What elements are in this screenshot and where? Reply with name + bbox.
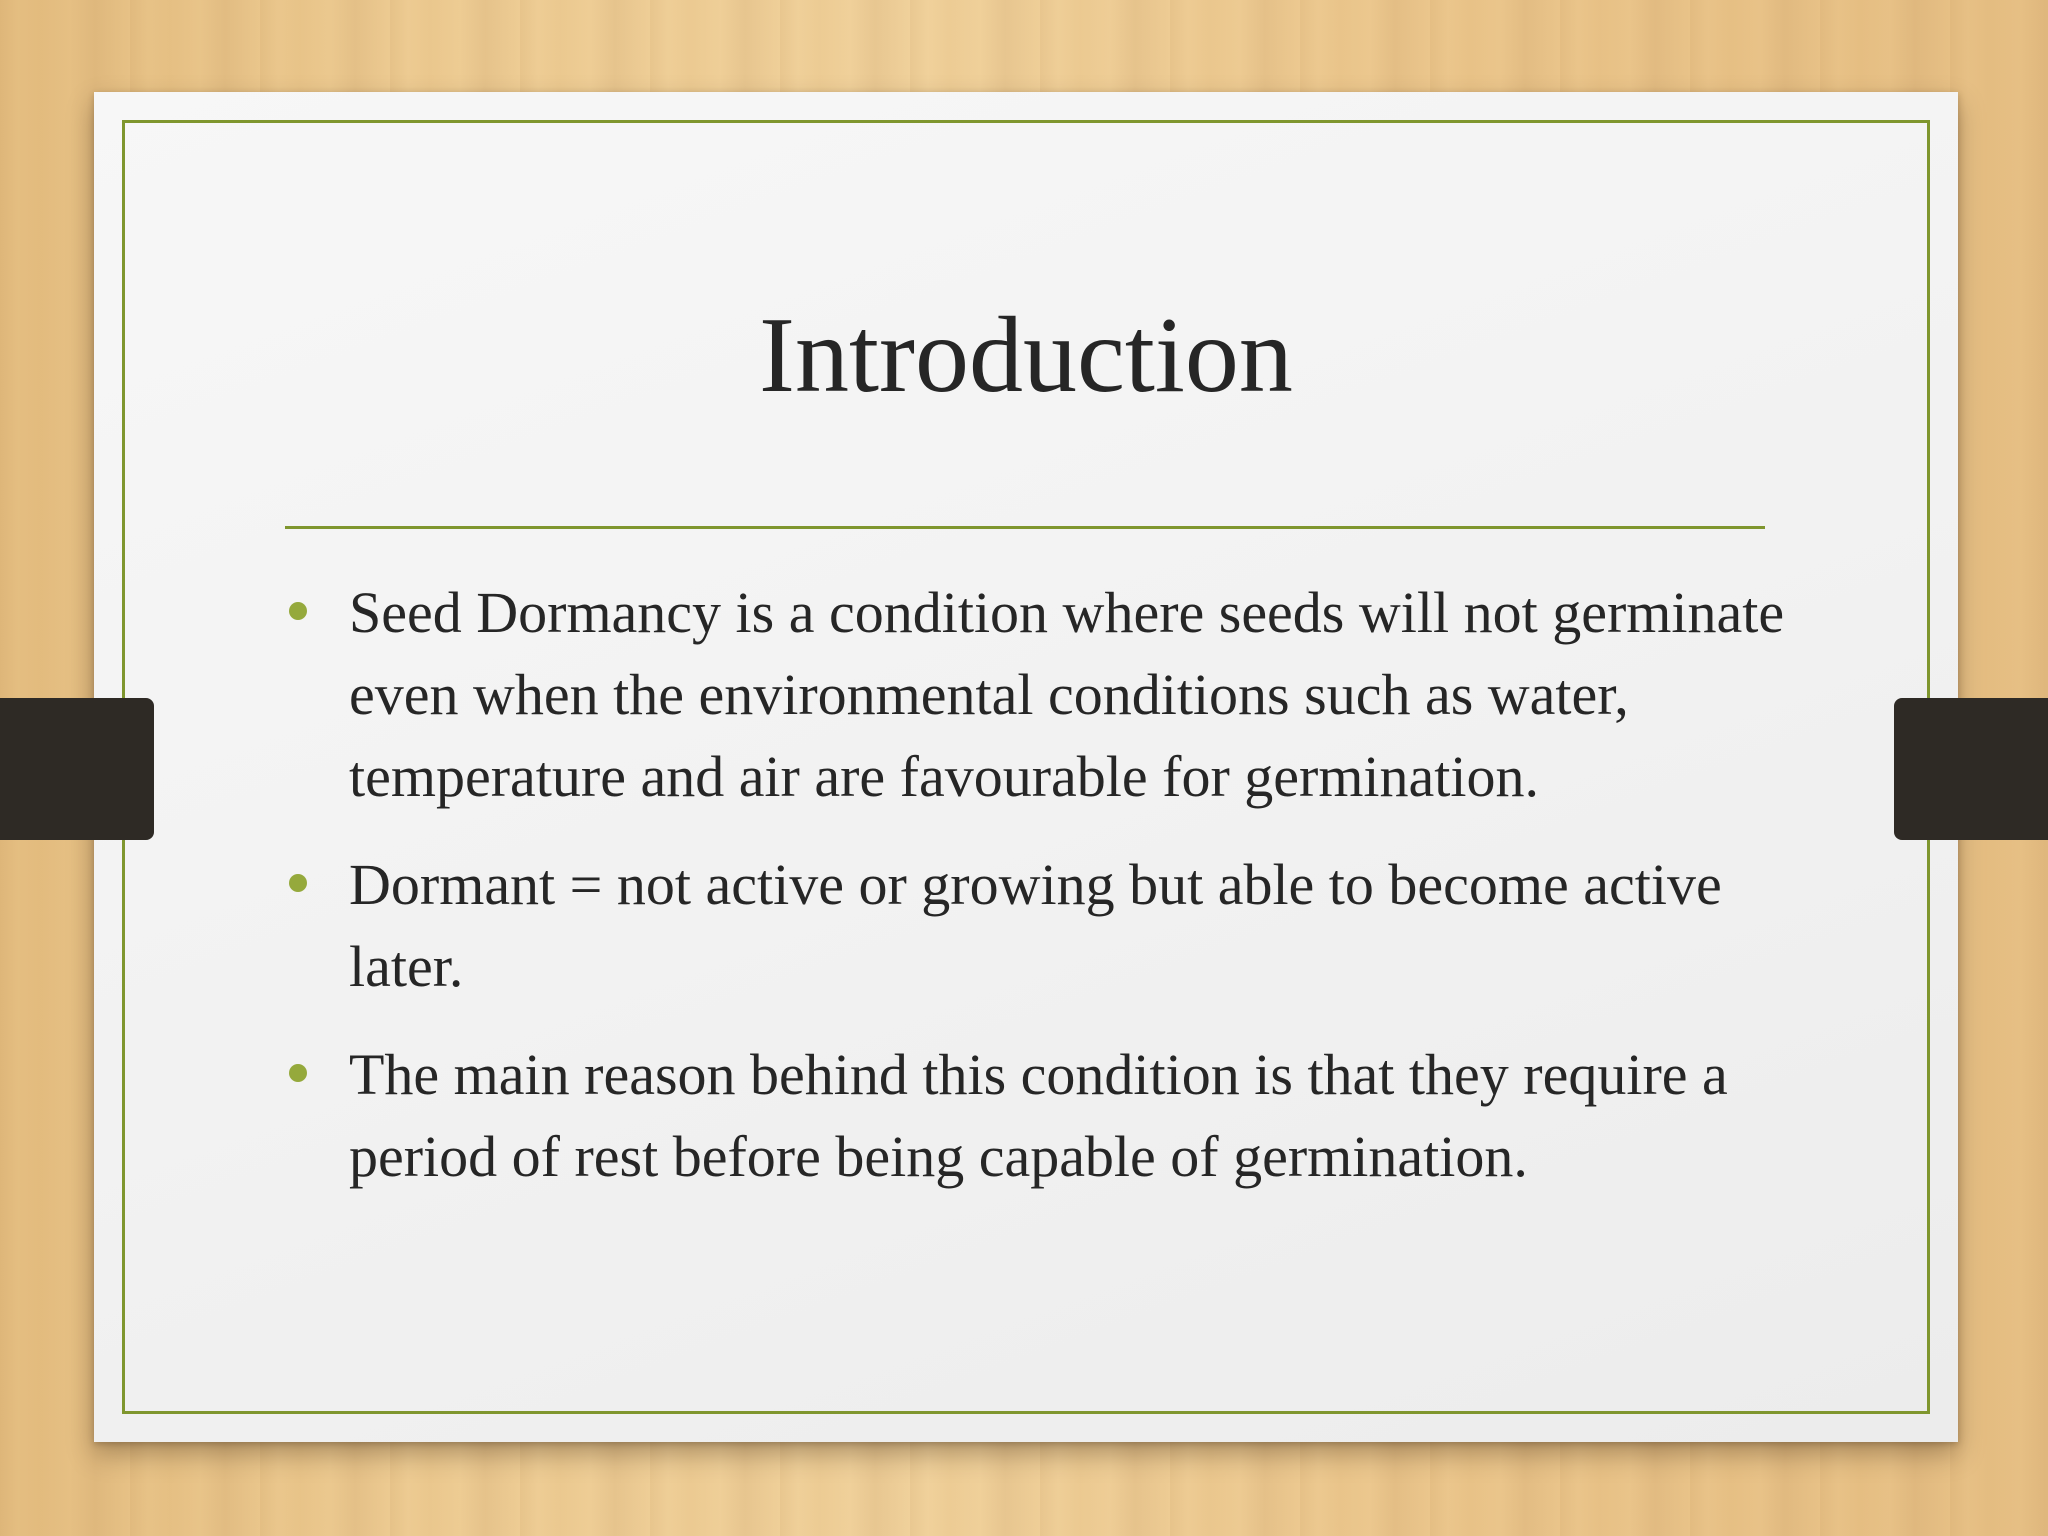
bullet-dot-icon (289, 1064, 307, 1082)
bullet-dot-icon (289, 602, 307, 620)
bullet-item-3 (285, 1034, 1805, 1198)
slide-card (94, 92, 1958, 1442)
bullet-text-2: Dormant = not active or growing but able to become active later. (349, 852, 1722, 999)
right-binder-clip (1894, 698, 2048, 840)
bullet-item-1 (285, 572, 1805, 818)
bullet-list (285, 572, 1805, 1224)
left-binder-clip (0, 698, 154, 840)
slide-title: Introduction (759, 296, 1293, 415)
bullet-dot-icon (289, 874, 307, 892)
bullet-item-2 (285, 844, 1805, 1008)
title-divider (285, 526, 1765, 529)
bullet-text-3: The main reason behind this condition is that they require a period of rest before being capable of germination. (349, 1042, 1728, 1189)
bullet-text-1: Seed Dormancy is a condition where seeds will not germinate even when the environmental conditions such as water, temperature and air are favourable for germination. (349, 580, 1785, 809)
